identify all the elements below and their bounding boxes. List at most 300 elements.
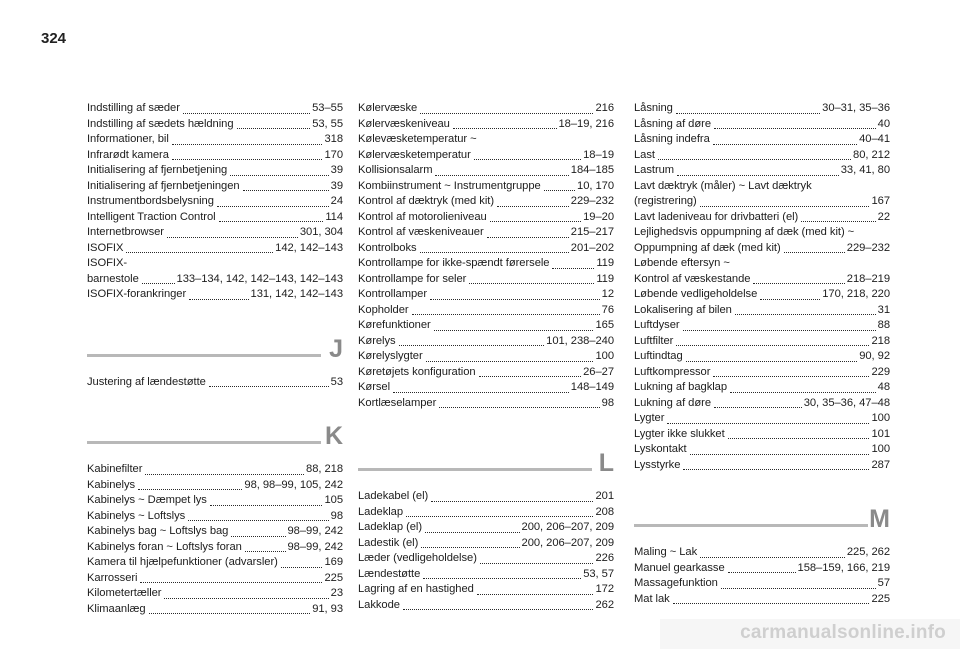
index-entry xyxy=(358,194,614,210)
entry-pages: 39 xyxy=(330,164,343,176)
index-entry xyxy=(87,163,343,179)
dot-leader xyxy=(210,504,323,506)
section-spacer xyxy=(87,390,343,420)
entry-pages: 226 xyxy=(595,552,614,564)
dot-leader xyxy=(230,174,328,176)
index-entry xyxy=(358,318,614,334)
entry-pages: 48 xyxy=(877,381,890,393)
dot-leader xyxy=(420,251,569,253)
dot-leader xyxy=(667,422,869,424)
section-header xyxy=(87,333,343,375)
entry-pages: 225 xyxy=(871,592,890,605)
entry-term: Kontrollampe for seler xyxy=(358,272,467,285)
dot-leader xyxy=(406,515,593,517)
entry-pages: 170 xyxy=(324,148,343,161)
entry-pages: 208 xyxy=(595,505,614,518)
index-entry xyxy=(87,287,343,303)
entry-pages: 133–134, 142, 142–143, 142–143 xyxy=(176,272,343,285)
entry-pages: 169 xyxy=(324,556,343,568)
entry-pages: 142, 142–143 xyxy=(275,241,343,254)
dot-leader xyxy=(164,597,328,599)
entry-pages: 158–159, 166, 219 xyxy=(797,561,890,574)
dot-leader xyxy=(172,143,323,145)
dot-leader xyxy=(784,251,845,253)
entry-term: Lygter ikke slukket xyxy=(634,427,725,440)
index-entry xyxy=(87,602,343,618)
index-entry xyxy=(87,148,343,164)
index-entry xyxy=(87,132,343,148)
section-header xyxy=(358,447,614,489)
entry-term: Karrosseri xyxy=(87,571,138,584)
dot-leader xyxy=(243,189,329,191)
dot-leader xyxy=(658,158,851,160)
entry-term: Informationer, bil xyxy=(87,133,169,145)
index-entry xyxy=(358,287,614,303)
index-entry xyxy=(358,179,614,195)
entry-pages: 131, 142, 142–143 xyxy=(250,288,343,300)
index-entry xyxy=(87,256,343,272)
entry-term: Luftdyser xyxy=(634,319,680,331)
section-letter: M xyxy=(869,505,890,533)
entry-pages: 24 xyxy=(330,195,343,207)
entry-term: Kabinelys ~ Loftslys xyxy=(87,509,186,522)
entry-pages: 100 xyxy=(595,350,614,362)
dot-leader xyxy=(399,344,545,346)
index-entry xyxy=(634,256,890,272)
entry-pages: 30, 35–36, 47–48 xyxy=(803,396,890,409)
dot-leader xyxy=(167,236,298,238)
dot-leader xyxy=(552,267,594,269)
index-entry xyxy=(634,442,890,458)
entry-pages: 18–19 xyxy=(583,148,614,161)
index-entry xyxy=(358,520,614,536)
entry-term: Kombiinstrument ~ Instrumentgruppe xyxy=(358,179,541,192)
index-entry xyxy=(87,194,343,210)
dot-leader xyxy=(728,437,870,439)
index-entry xyxy=(358,163,614,179)
index-entry xyxy=(634,117,890,133)
index-entry xyxy=(358,225,614,241)
dot-leader xyxy=(474,158,581,160)
entry-pages: 200, 206–207, 209 xyxy=(521,536,614,549)
index-entry xyxy=(87,524,343,540)
section-rule xyxy=(87,441,321,444)
entry-pages: 301, 304 xyxy=(299,226,343,238)
entry-term: Lokalisering af bilen xyxy=(634,303,732,316)
index-entry xyxy=(358,132,614,148)
dot-leader xyxy=(403,608,594,610)
index-entry xyxy=(634,334,890,350)
dot-leader xyxy=(477,593,594,595)
entry-pages: 100 xyxy=(871,443,890,455)
dot-leader xyxy=(142,282,175,284)
entry-term: Lejlighedsvis oppumpning af dæk (med kit) ~ xyxy=(634,226,855,238)
index-entry xyxy=(634,545,890,561)
dot-leader xyxy=(172,158,323,160)
dot-leader xyxy=(237,127,311,129)
dot-leader xyxy=(753,282,844,284)
entry-term: Justering af lændestøtte xyxy=(87,375,206,388)
entry-term: Lyskontakt xyxy=(634,443,687,455)
entry-term: ISOFIX xyxy=(87,241,124,254)
entry-pages: 229–232 xyxy=(846,241,890,254)
entry-term: Initialisering af fjernbetjening xyxy=(87,164,228,176)
section-letter: K xyxy=(324,422,343,450)
entry-term: Køretøjets konfiguration xyxy=(358,365,476,378)
entry-pages: 262 xyxy=(595,598,614,611)
entry-term: Kølervæskeniveau xyxy=(358,117,450,130)
dot-leader xyxy=(683,468,869,470)
index-entry xyxy=(358,582,614,598)
index-entry xyxy=(634,194,890,210)
index-entry xyxy=(87,586,343,602)
entry-pages: 215–217 xyxy=(570,226,614,238)
index-entry xyxy=(634,318,890,334)
index-entry xyxy=(634,272,890,288)
dot-leader xyxy=(434,329,594,331)
dot-leader xyxy=(728,571,796,573)
index-entry xyxy=(358,349,614,365)
dot-leader xyxy=(700,205,870,207)
entry-pages: 114 xyxy=(325,210,343,223)
watermark-text: carmanualsonline.info xyxy=(740,622,946,643)
entry-pages: 23 xyxy=(330,587,343,599)
entry-term: barnestole xyxy=(87,272,139,285)
dot-leader xyxy=(683,329,876,331)
dot-leader xyxy=(126,251,273,253)
entry-term: Lavt ladeniveau for drivbatteri (el) xyxy=(634,210,799,223)
entry-pages: 200, 206–207, 209 xyxy=(521,521,614,533)
entry-pages: 201 xyxy=(595,490,614,502)
section-spacer xyxy=(358,411,614,447)
dot-leader xyxy=(393,391,569,393)
dot-leader xyxy=(431,500,593,502)
dot-leader xyxy=(676,112,820,114)
dot-leader xyxy=(217,205,329,207)
index-entry xyxy=(358,598,614,614)
entry-term: Kørsel xyxy=(358,381,391,393)
dot-leader xyxy=(183,112,310,114)
dot-leader xyxy=(145,473,304,475)
index-entry xyxy=(87,210,343,226)
dot-leader xyxy=(700,556,845,558)
entry-pages: 40 xyxy=(877,117,890,130)
index-entry xyxy=(358,536,614,552)
entry-pages: 148–149 xyxy=(570,381,614,393)
entry-term: Løbende eftersyn ~ xyxy=(634,257,730,269)
index-column-2 xyxy=(358,101,614,613)
entry-term: Lændestøtte xyxy=(358,567,421,580)
index-entry xyxy=(634,365,890,381)
index-entry xyxy=(358,241,614,257)
dot-leader xyxy=(412,313,600,315)
dot-leader xyxy=(714,406,802,408)
dot-leader xyxy=(430,298,600,300)
entry-pages: 167 xyxy=(871,195,890,207)
dot-leader xyxy=(219,220,324,222)
entry-pages: 98–99, 242 xyxy=(287,525,343,537)
index-entry xyxy=(358,396,614,412)
entry-term: Indstilling af sæder xyxy=(87,102,180,114)
entry-pages: 12 xyxy=(601,288,614,300)
dot-leader xyxy=(231,535,285,537)
entry-term: Kortlæselamper xyxy=(358,396,437,409)
section-spacer xyxy=(634,473,890,503)
dot-leader xyxy=(425,531,520,533)
dot-leader xyxy=(426,360,594,362)
entry-term: Lysstyrke xyxy=(634,458,681,471)
entry-pages: 80, 212 xyxy=(853,148,890,161)
entry-pages: 98 xyxy=(330,509,343,522)
entry-term: Kølevæsketemperatur ~ xyxy=(358,133,477,145)
index-entry xyxy=(634,303,890,319)
index-entry xyxy=(634,241,890,257)
entry-pages: 40–41 xyxy=(859,133,890,145)
index-entry xyxy=(358,380,614,396)
entry-term: Last xyxy=(634,148,655,161)
index-entry xyxy=(87,493,343,509)
dot-leader xyxy=(420,112,593,114)
dot-leader xyxy=(487,236,569,238)
entry-term: Luftindtag xyxy=(634,350,683,362)
entry-pages: 91, 93 xyxy=(312,602,343,615)
entry-term: Kabinelys foran ~ Loftslys foran xyxy=(87,540,242,553)
dot-leader xyxy=(209,385,329,387)
entry-term: Maling ~ Lak xyxy=(634,546,698,558)
index-entry xyxy=(87,117,343,133)
entry-pages: 218 xyxy=(871,334,890,347)
dot-leader xyxy=(439,406,599,408)
index-entry xyxy=(87,540,343,556)
entry-term: Låsning xyxy=(634,102,673,114)
dot-leader xyxy=(676,344,869,346)
entry-term: Ladeklap (el) xyxy=(358,521,423,533)
index-entry xyxy=(358,334,614,350)
entry-pages: 216 xyxy=(595,102,614,114)
entry-term: Klimaanlæg xyxy=(87,602,146,615)
dot-leader xyxy=(453,127,557,129)
index-entry xyxy=(634,210,890,226)
entry-term: Lakkode xyxy=(358,598,400,611)
entry-term: (registrering) xyxy=(634,195,697,207)
entry-term: Kørelys xyxy=(358,334,396,347)
entry-pages: 30–31, 35–36 xyxy=(822,102,890,114)
dot-leader xyxy=(423,577,581,579)
entry-pages: 90, 92 xyxy=(859,350,890,362)
index-entry xyxy=(634,349,890,365)
entry-term: Ladekabel (el) xyxy=(358,490,429,502)
entry-pages: 287 xyxy=(871,458,890,471)
entry-term: Kontrol af væskestande xyxy=(634,272,751,285)
entry-term: Instrumentbordsbelysning xyxy=(87,195,214,207)
entry-pages: 218–219 xyxy=(846,272,890,285)
entry-term: Ladeklap xyxy=(358,505,404,518)
index-entry xyxy=(358,256,614,272)
entry-term: Infrarødt kamera xyxy=(87,148,169,161)
entry-term: Kørefunktioner xyxy=(358,319,431,331)
index-entry xyxy=(358,551,614,567)
entry-term: ISOFIX-forankringer xyxy=(87,288,187,300)
index-entry xyxy=(634,132,890,148)
entry-term: Internetbrowser xyxy=(87,226,164,238)
dot-leader xyxy=(480,562,594,564)
entry-pages: 100 xyxy=(871,412,890,424)
entry-pages: 229–232 xyxy=(570,195,614,207)
entry-term: Lagring af en hastighed xyxy=(358,583,474,595)
entry-pages: 31 xyxy=(877,303,890,316)
section-letter: J xyxy=(329,334,343,363)
dot-leader xyxy=(760,298,820,300)
index-column-3 xyxy=(634,101,890,607)
entry-pages: 22 xyxy=(877,210,890,223)
dot-leader xyxy=(497,205,569,207)
dot-leader xyxy=(469,282,594,284)
index-entry xyxy=(87,272,343,288)
entry-term: Læder (vedligeholdelse) xyxy=(358,552,477,564)
entry-term: ISOFIX- xyxy=(87,257,128,269)
index-entry xyxy=(634,411,890,427)
index-entry xyxy=(87,478,343,494)
index-entry xyxy=(634,427,890,443)
entry-pages: 165 xyxy=(595,319,614,331)
entry-pages: 26–27 xyxy=(583,365,614,378)
index-entry xyxy=(634,225,890,241)
entry-term: Kontrollampe for ikke-spændt førersele xyxy=(358,257,550,269)
entry-pages: 19–20 xyxy=(583,210,614,223)
entry-pages: 225, 262 xyxy=(846,546,890,558)
entry-term: Luftfilter xyxy=(634,334,674,347)
dot-leader xyxy=(479,375,582,377)
entry-pages: 105 xyxy=(324,494,343,506)
entry-term: Massagefunktion xyxy=(634,577,718,589)
entry-pages: 10, 170 xyxy=(577,179,614,192)
entry-term: Kølervæsketemperatur xyxy=(358,148,471,161)
index-entry xyxy=(634,576,890,592)
index-entry xyxy=(634,101,890,117)
entry-pages: 170, 218, 220 xyxy=(822,288,890,300)
dot-leader xyxy=(673,602,870,604)
entry-term: Lavt dæktryk (måler) ~ Lavt dæktryk xyxy=(634,179,812,192)
index-entry xyxy=(358,117,614,133)
dot-leader xyxy=(435,174,568,176)
entry-pages: 53–55 xyxy=(312,102,343,114)
section-header xyxy=(87,420,343,462)
dot-leader xyxy=(188,519,328,521)
dot-leader xyxy=(686,360,858,362)
dot-leader xyxy=(544,189,575,191)
entry-term: Manuel gearkasse xyxy=(634,561,725,574)
index-entry xyxy=(358,272,614,288)
dot-leader xyxy=(721,587,876,589)
entry-term: Lukning af døre xyxy=(634,396,711,409)
entry-term: Initialisering af fjernbetjeningen xyxy=(87,179,240,192)
entry-term: Kamera til hjælpefunktioner (advarsler) xyxy=(87,556,278,568)
index-entry xyxy=(358,303,614,319)
index-entry xyxy=(634,179,890,195)
entry-pages: 201–202 xyxy=(570,241,614,254)
entry-term: Låsning af døre xyxy=(634,117,711,130)
dot-leader xyxy=(189,298,248,300)
entry-term: Kontrolboks xyxy=(358,241,417,254)
entry-term: Kølervæske xyxy=(358,102,418,114)
entry-pages: 88 xyxy=(877,319,890,331)
index-entry xyxy=(87,509,343,525)
index-entry xyxy=(358,489,614,505)
section-header xyxy=(634,503,890,545)
index-entry xyxy=(634,396,890,412)
page-number: 324 xyxy=(41,30,67,47)
entry-pages: 172 xyxy=(595,583,614,595)
entry-pages: 18–19, 216 xyxy=(558,117,614,130)
entry-pages: 88, 218 xyxy=(306,463,343,475)
section-rule xyxy=(358,468,592,471)
entry-pages: 53, 57 xyxy=(583,567,614,580)
entry-pages: 101 xyxy=(871,427,890,440)
index-entry xyxy=(634,287,890,303)
entry-term: Kørelyslygter xyxy=(358,350,423,362)
entry-term: Kontrol af væskeniveauer xyxy=(358,226,484,238)
dot-leader xyxy=(281,566,323,568)
index-entry xyxy=(87,101,343,117)
index-entry xyxy=(87,375,343,391)
index-entry xyxy=(87,462,343,478)
index-entry xyxy=(358,210,614,226)
entry-pages: 98, 98–99, 105, 242 xyxy=(244,478,343,491)
index-entry xyxy=(358,365,614,381)
dot-leader xyxy=(690,453,870,455)
index-entry xyxy=(87,241,343,257)
entry-term: Oppumpning af dæk (med kit) xyxy=(634,241,781,254)
entry-pages: 119 xyxy=(596,257,614,269)
dot-leader xyxy=(714,127,876,129)
index-entry xyxy=(634,458,890,474)
entry-term: Kontrol af motorolieniveau xyxy=(358,210,487,223)
entry-pages: 57 xyxy=(877,577,890,589)
entry-term: Kollisionsalarm xyxy=(358,164,433,176)
entry-term: Indstilling af sædets hældning xyxy=(87,117,234,130)
entry-pages: 229 xyxy=(871,365,890,378)
dot-leader xyxy=(149,612,311,614)
entry-term: Kabinelys ~ Dæmpet lys xyxy=(87,494,207,506)
entry-term: Lukning af bagklap xyxy=(634,381,728,393)
entry-pages: 76 xyxy=(601,303,614,316)
entry-term: Kopholder xyxy=(358,303,409,316)
entry-pages: 53, 55 xyxy=(312,117,343,130)
index-entry xyxy=(634,561,890,577)
entry-term: Kontrollamper xyxy=(358,288,427,300)
entry-pages: 119 xyxy=(596,272,614,285)
dot-leader xyxy=(138,488,242,490)
entry-term: Kilometertæller xyxy=(87,587,162,599)
entry-pages: 225 xyxy=(324,571,343,584)
section-rule xyxy=(634,524,868,527)
entry-term: Lygter xyxy=(634,412,665,424)
entry-pages: 318 xyxy=(324,133,343,145)
dot-leader xyxy=(677,174,839,176)
dot-leader xyxy=(490,220,581,222)
entry-term: Kontrol af dæktryk (med kit) xyxy=(358,195,494,207)
section-spacer xyxy=(87,303,343,333)
index-entry xyxy=(358,505,614,521)
entry-term: Kabinefilter xyxy=(87,463,143,475)
dot-leader xyxy=(140,581,322,583)
dot-leader xyxy=(735,313,876,315)
entry-term: Mat lak xyxy=(634,592,670,605)
watermark-banner xyxy=(660,619,960,649)
index-entry xyxy=(634,163,890,179)
dot-leader xyxy=(245,550,286,552)
index-entry xyxy=(634,380,890,396)
